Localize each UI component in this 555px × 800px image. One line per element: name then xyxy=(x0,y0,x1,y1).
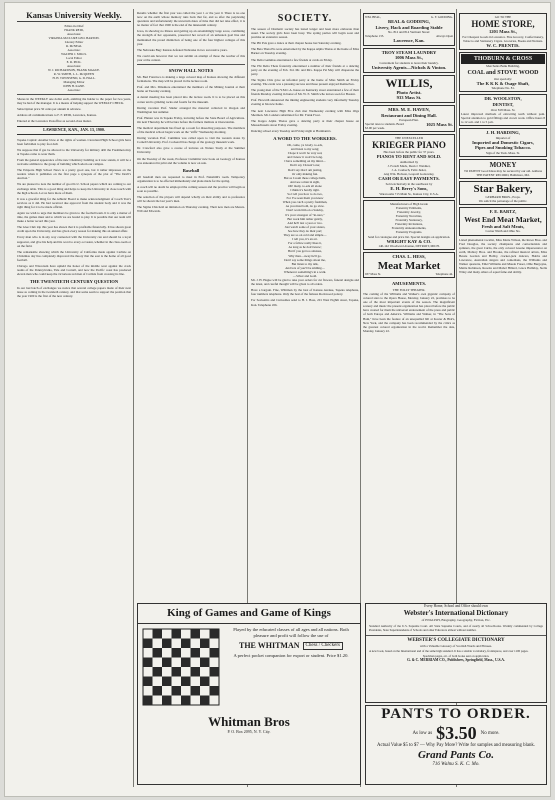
editorial-paragraph: Again we wish to urge that members be given to the football team. It is only a matter of time, the games must and to which we are bound to play. It is possible that our team will make a better record this year. xyxy=(17,210,131,224)
column-5 xyxy=(459,11,547,601)
chessboard-square xyxy=(143,696,153,706)
editorial-paragraph: We suppose that if gas be allowed to the University for military drill the Freshmen may at Topeka come to wear them. xyxy=(17,147,131,156)
fraternity-jewelry-ad: Manufacturers of High Grade Fraternity Emblems, Fraternity Jewelry, Fraternity Novelties, Fraternity Stationery, Fraternity Invitations, Fraternity Announcements, Fraternity Programs. Send for catalogue and price list. Special designs on application. WRIGHT KAY & CO. 140-142 Woodward Avenue, DETROIT, MICH. xyxy=(363,200,455,251)
chessboard-square xyxy=(181,696,191,706)
editorial-paragraph: In our last batch of exchanges we notice that several college papers made of their next issue as coming in the twentieth century, and that some seem to support the position that the year 1900 is the first of the new century. xyxy=(17,286,131,299)
news-note: During vacation Prof. Cummins was called upon to visit the western states by Cornell University. Prof. Cockerell has charge of the geology museum work. xyxy=(137,136,245,145)
king-ad-maker-address: P. O. Box 2095, N. Y. City. xyxy=(227,729,271,734)
west-end-meat-ad: F. E. BARTZ, West End Meat Market, Fresh and Salt Meats, Corner Ninth and Ohio Sts. xyxy=(459,207,547,235)
chessboard-square xyxy=(200,696,210,706)
chessboard-square xyxy=(162,677,172,687)
news-note: The Sigma Chis held an initiation on Thursday evening. Their new men are Messrs. Will and Edwards. xyxy=(137,205,245,214)
editorial-paragraph: The Nebraska Bug: Kansas defeated Nebraska in two successive years. xyxy=(137,47,228,52)
news-note: The medical department has fixed up a room for dissecting purposes. The members of the medical school began work on the "stiffs" Wednesday morning. xyxy=(137,125,245,135)
society-paragraph: The season of Dramatic society has lasted longer and been more elaborate than usual. The society girls have been busy. The spring parties will begin soon and promise an extensive season. xyxy=(251,27,359,40)
editorial-paragraph: Chicago and Wisconsin have upheld the honor of the middle west against the crack teams of the Pennsylvania, Yale and Cornell, and now the Pacific coast has produced eleven men who could keep the victorious red men of Carlisle from crossing its line. xyxy=(17,264,131,277)
chessboard-square xyxy=(181,677,191,687)
society-paragraph: The Delta Gammas entertained a few friends at cards on Friday. xyxy=(251,57,333,62)
thoburn-cross-ad: THOBURN & CROSS Merchants Bank Building, COAL and STOVE WOOD Our specialty: The K K K & Osage Shaft, Telephone No. 81. xyxy=(459,52,547,92)
masthead-title: Kansas University Weekly. xyxy=(17,11,131,22)
news-note: Mr. J. H. Hague will be glad to take your orders for cut flowers, funeral designs and the latest, and careful thought will be given to all orders. xyxy=(251,278,359,287)
society-paragraph: The Phi Psis gave a dance at their chapter house last Saturday evening. xyxy=(251,41,342,46)
chessboard-square xyxy=(200,639,210,649)
divider xyxy=(17,94,131,95)
chessboard-square xyxy=(191,686,201,696)
masthead-entered: Entered at the Lawrence Postoffice as second-class matter. xyxy=(17,119,92,124)
chessboard-square xyxy=(191,629,201,639)
news-note: Have a bargain. Fine, Whitman by the best of Kansas Avenue, Topeka telephone, four numbers telephone. Only the best of the famous Rockwood pottery. xyxy=(251,288,359,297)
chessboard-square xyxy=(162,696,172,706)
society-paragraph: The Phi Delta Theta fraternity entertained a number of their friends at a dancing party on the evening of Feb. 3rd. Mr. and Mrs. Kappa Psi May will chaperone the party. xyxy=(251,63,359,76)
editorial-paragraph: Results whether the first year was called the year 1 or the year 0. There is no one now on the earth whose memory runs back that far, and so after the perplexing questions and unfortunately the uncertain dates of time that did not take effect, it is no matter of fact that 1900 is the end of the nineteenth century. xyxy=(137,11,245,28)
chessboard-icon xyxy=(141,627,221,707)
amusements-continued: Listed phenomenal vocalist, Miss Marie Wilson, the Rowe Bros. and Fred Douglas, the society champions and contortionists and spinners, the great Curtis, the only colored Greene impersonator on earth, Mallory Bros. and Brooks, the refined musical artists, Miss Bessie Gordon and Hobby, cracker-jack dancers, Hobbs and Lawrence, Australian singers and comedians, the Williams and Walker quartette, Ethel Williams and Maude Fraser, Ollie Burgoyne, Mattie Robinson, Rosetta and Mabel Hillard, Grace Halliday, Stella Wiley and many others of equal fame and ability. xyxy=(459,237,547,275)
whitman-chess-ad xyxy=(137,603,361,785)
chessboard-square xyxy=(153,629,163,639)
editorial-paragraph: It was a graceful thing for the Athletic Board to make acknowledgment of Coach Yost's services as it did. He had received due approval from the student body and it was the right thing for it to be made official. xyxy=(17,196,131,209)
chessboard-square xyxy=(172,686,182,696)
chessboard-square xyxy=(172,667,182,677)
editorial-paragraph: The remarkable showing which the University of California made against Carlisle on Christmas day has completely disproved the theory that the east is the home of all good football. xyxy=(17,249,131,262)
editorial-paragraph: We are pleased to note the number of good K.U. School papers which are coming to our exchange table. This is a good thing and helps to keep the University in close touch with the high schools. Let us have more of them. xyxy=(17,182,131,195)
king-ad-offer: A perfect pocket companion for export or student. Price $1.20. xyxy=(233,653,349,658)
chessboard-square xyxy=(191,648,201,658)
webster-dictionary-ad: Every Home, School and Office should own Webster's International Dictionary of ENGLISH, Biography, Geography, Fiction, Etc. Standard Authority of the U.S. Supreme Court. All State Supreme Courts, and of nearly all Schoolbooks. Warmly commended by College Presidents, State Superintendents of Schools and other Educators almost without number. WEBSTER'S COLLEGIATE DICTIONARY with a Valuable Glossary of Scottish Words and Phrases. A new book, based on the International and of the same high standard. It has a sizable vocabulary, frontispiece, and over 1100 pages. Specimen pages, etc. of both books sent on application. G. & C. MERRIAM CO., Publishers, Springfield, Mass., U.S.A. xyxy=(365,603,547,703)
column-4 xyxy=(363,11,455,601)
masthead-notice: Shares in the WEEKLY one dollar each, entitling the holder to the paper for two years, may be had of the manager. It is a means of helping support the WEEKLY CHECK. xyxy=(17,97,131,106)
chessboard-square xyxy=(210,648,220,658)
haven-restaurant-ad: MRS. M. E. HAVEN, Restaurant and Dining Hall. European Plan. Special rates to students. Board $3.00 per week. 1025 Mass St. xyxy=(365,106,453,131)
news-note: A coach will no doubt be employed the coming season and the practice will begin as soon as possible. xyxy=(137,184,245,193)
society-paragraph: The young men of the Y.M.C.A. house on Kentucky street entertained a few of their friends Monday evening in honor of Mr. W. E. Smith who leaves soon for Boston. xyxy=(251,88,359,97)
chessboard-square xyxy=(210,667,220,677)
star-bakery-ad: Star Bakery, GERHARD BROS., Props. We solicit the patronage of the public. xyxy=(459,181,547,205)
news-note: Dr. Crawford also gave a course of lectures on Nature Study at the Summer University. xyxy=(137,146,245,155)
column-rule xyxy=(133,9,134,787)
section-heading: SNOW HALL NOTES xyxy=(168,68,214,74)
column-1 xyxy=(17,11,131,781)
society-paragraph: Prof. Howarth announced the mining engineering students very informally Tuesday evening at his new home. xyxy=(251,98,359,107)
news-note: All baseball men are requested to meet in Prof. Naismith's room. Temporary organization is to be effected immediately and plans made for the spring. xyxy=(137,174,245,183)
editorial-paragraph: From the general appearance of the new Chemistry building as it now stands, it will be a welcome addition to the group of building which adorn our campus. xyxy=(17,157,131,167)
masthead-staff: Editor-in-Chief FRANK REID, Associates: VIRGINIA McCLURE GEO. BARTON. Literary Editor R. McNEAL Associate: WALTER J. MILLS. Local Editor E. R. PICK. Associates: W. J. RICHARDSON, FRANK MAGUE. R. W. SMITH, L. L. McQUEEN H. H. TOWNSEND, G. D. HALL. Managing Editor JOHN H. KANE. Associate: xyxy=(48,24,100,92)
chessboard-square xyxy=(172,629,182,639)
news-note: A dental meeting has been placed into the lecture room. It is to be placed on this corner and is grinding rocks and fossils for the museum. xyxy=(137,95,245,104)
chessboard-square xyxy=(153,686,163,696)
editorial-paragraph: Iowa, in showing no illness and getting up an astonishingly large score, combining the strength of her opponents, preserved her record of an unbeaten goal line and maintained the proud distinction of being one of the four highest colleges of this year. xyxy=(137,29,245,46)
section-heading: THE TWENTIETH CENTURY QUESTION xyxy=(29,279,119,285)
chessboard-square xyxy=(181,639,191,649)
masthead-notice: Address all communications to F. F. REID, Lawrence, Kansas. xyxy=(17,113,97,118)
troy-laundry-ad: TROY STEAM LAUNDRY 1006 Mass St., Convenient for students to leave their laundry. University Agents—Nichols & Vinton. xyxy=(363,48,455,73)
chessboard-square xyxy=(143,677,153,687)
divider xyxy=(137,64,245,65)
masthead-notice: Subscription price 50 cents per annum in advance. xyxy=(17,107,82,112)
amusements-heading: AMUSEMENTS. xyxy=(391,280,427,286)
society-paragraph: Dancing school every Tuesday and Friday night at Hartmann's. xyxy=(251,128,332,133)
editorial-paragraph: Every man who is in any way connected with the University can and should be a loyal supporter, and give his help and his word to every occasion, whether in the class-room or on the field. xyxy=(17,235,131,248)
home-store-ad: GO TO THE HOME STORE, 1201 Mass St., For Cheapest Goods in Lawrence. Fine Grocery, Confectionery, Tobacco and Stationery Cigars. Groceries, Books and Notions. W. C. PRENTIS. xyxy=(459,13,547,50)
harding-cigars-ad: J. H. HARDING, Importer of Imported and Domestic Cigars, Pipes and Smoking Tobacco. Sign of the Turk. Mass. St. xyxy=(459,128,547,157)
news-note: Prof. Hunter was in Topeka Friday, lecturing before the State Board of Agriculture. On next Thursday he will lecture before the farmers institute at Osawatomie. xyxy=(137,115,245,124)
chessboard-square xyxy=(210,629,220,639)
column-2 xyxy=(137,11,245,601)
king-ad-brand: THE WHITMAN xyxy=(239,641,300,651)
patent-money-ad: MONEY TO PATENT Good Ideas may be secured by our aid. Address THE PATENT RECORD, Baltimore, Md. xyxy=(459,159,547,179)
chessboard-square xyxy=(181,658,191,668)
chessboard-square xyxy=(200,677,210,687)
section-subheading: Baseball xyxy=(182,167,200,173)
chessboard-square xyxy=(162,639,172,649)
beal-godding-ad: WM. BEAL, G. F. GODDING. BEAL & GODDING, Livery, Hack and Boarding Stable No. 812 and 814 Vermont Street: Telephone 135. Always Open Lawrence, Kan. xyxy=(363,13,455,46)
krieger-piano-ad: THE UNEXCELLED KRIEGER PIANO Has been before the public for 37 years. PIANOS TO RENT AND SOLD. Authorized by J. Forsch Mack, Dean J. Weidner, J. A. Coubech, Felix Jusler, Ang Wm. Hobson, Leopold Godowsky, CASH OR EASY PAYMENTS. Sold exclusively in the southwest by E. H. Berry's Sons, Warerooms 715 Main St., Kansas City, U.S.A. xyxy=(363,134,455,198)
news-note: The selection of the players will depend wholly on their ability and to preference will be shown the last year's men. xyxy=(137,195,245,204)
poem: Oh, come, ye lovely co-eds, and listen to my song; I hope it won't be very sad, and I know it won't be long. I have something on my mind— Don't say I haven't one; Don't say that I am jesting, Or only making fun. But as I roam these college halls, And see a man in sight, Oh! many co-eds all alone I think it's hardly right. So I tell you how to do two, For I've seen them you know When you catch a pretty freshman, As you must both, do go slow. Don't work him on a Sunday, It's your strongest of "in-ners," But work him rather gently, And he'll last a year or two. Just watch some of your sisters, See how they do their part; They are so on cold and simple— I tell you, it's an art. For a fellow really likes it, As long as he don't know; But if you get too anxious, Why then—away he'll go. Don't say some things about me, But listen to my talk, And lots of you'll be smiling— Whenever something's in a walk. —Silver and Gold. xyxy=(282,142,328,278)
chessboard-square xyxy=(153,667,163,677)
amusements-subheading: THE FOLLY THEATER. xyxy=(392,287,426,292)
editorial-paragraph: Topeka Capital: Another blow at the rights of women. Cleveland High School girls have been forbidden to play foot-ball. xyxy=(17,137,131,146)
woolston-dentist-ad: DR. WOOLSTON, DENTIST, Over 818 Mass. St. Latest improved methods of extracting teeth without pain. Special attention to gold fillings and crown work. Office hours 8 to 12 a.m. and 1 to 5 p.m. xyxy=(459,94,547,126)
chessboard-square xyxy=(162,658,172,668)
king-ad-maker: Whitman Bros xyxy=(208,714,290,729)
news-note: On the Tuesday of the week, Professor Cummins' new book on Geology of Kansas was announced in print and the volume is now on sale. xyxy=(137,156,245,165)
editorial-paragraph: The Emporia High School News is a pretty good one, but it rather impresses on the readers when it publishes on the first page a synopsis of the plot of "The Devil's Auction." xyxy=(17,168,131,181)
chessboard-square xyxy=(143,639,153,649)
bottom-ad-band xyxy=(137,603,547,785)
news-note: For Souvenirs and Curiosities send to H. J. Bass, 201 West Eighth street, Topeka, Kan. Telephone 456. xyxy=(251,298,359,307)
king-ad-title: King of Games and Game of Kings xyxy=(138,604,360,624)
news-note: Mr. Bud Francisco is making a large colored map of Kansas showing the different formations. The map will be placed in the lecture room. xyxy=(137,75,245,84)
chessboard-square xyxy=(153,648,163,658)
pants-to-order-ad: PANTS TO ORDER. As low as $3.50 No more. Actual Value $5 to $7 — Why Pay More? Write for samples and measuring blank. Grand Pants Co. 716 Walnu S. K. C. Mo. xyxy=(365,705,547,785)
editorial-paragraph: The Glee Club trip this year has shown that it is profitable financially. It has shown great credit upon the University, and has given every reason for making this an annual affair. xyxy=(17,225,131,234)
chessboard-square xyxy=(191,667,201,677)
society-paragraph: The Kappa Alpha Thetas gave a dancing party at their chapter house on Massachusetts street Friday evening. xyxy=(251,118,359,127)
chessboard-square xyxy=(200,658,210,668)
society-heading: SOCIETY. xyxy=(277,13,333,24)
poem-title: A WORD TO THE WORKERS. xyxy=(273,135,337,141)
society-paragraph: The next Lawrence High Five club met Wednesday evening with Miss Olga Shermon. Mr. Landers substituted for Mr. Frank Frost. xyxy=(251,108,359,117)
willis-photo-ad: WILLIS, Photo Artist. 933 Mass St. xyxy=(363,75,455,103)
amusements-text: The coming of the Williams and Walker's own gigantic company of colored stars to the Opera House, Monday, January 22, promises to be one of the most important events of the season. The magnificent scenery and music the present organization has placed before the public have created for them the universal endorsement of the press and public of both Europe and America. Williams and Walker, in "The Sons of Ham," have been the feature of an unequalled bill at Koster & Bial's, New York, and the company has been recommended by the critics as the greatest colored organization in the world. Remember the date, Monday, January 22. xyxy=(363,291,455,333)
editorial-paragraph: We could ask however that we not submit an attempt of those the teacher of this year at the contest. xyxy=(137,53,245,62)
newspaper-page xyxy=(4,2,551,797)
column-3 xyxy=(251,11,359,601)
dateline: LAWRENCE, KAN., JAN. 13, 1900. xyxy=(17,126,131,134)
news-note: Prof. and Mrs. Dinsmore entertained the members of the Mining Journal at their home on Tuesday evening. xyxy=(137,85,245,94)
chessboard-square xyxy=(172,648,182,658)
chessboard-square xyxy=(210,686,220,696)
king-ad-text: Played by the educated classes of all ages and all nations. Both pleasure and profit will follow the use of xyxy=(233,627,349,638)
news-note: During vacation Prof. Snider arranged the material collected in Oregon and Washington last summer. xyxy=(137,105,245,114)
meat-market-ad: CHAS. L. HESS, Meat Market 937 Mass St. Telephone 44. xyxy=(365,254,453,276)
chessboard-square xyxy=(143,658,153,668)
society-paragraph: The Sigma Chis gave an informal party at the home of Miss Smith on Friday evening. The event was a pleasing success and those present enjoyed themselves. xyxy=(251,77,359,87)
king-ad-boards: Chess / Checkers xyxy=(303,642,343,650)
society-paragraph: The Beta Theta Pis were entertained by the Kappa Alpha Thetas at the home of Miss Barker on Tuesday evening. xyxy=(251,47,359,56)
